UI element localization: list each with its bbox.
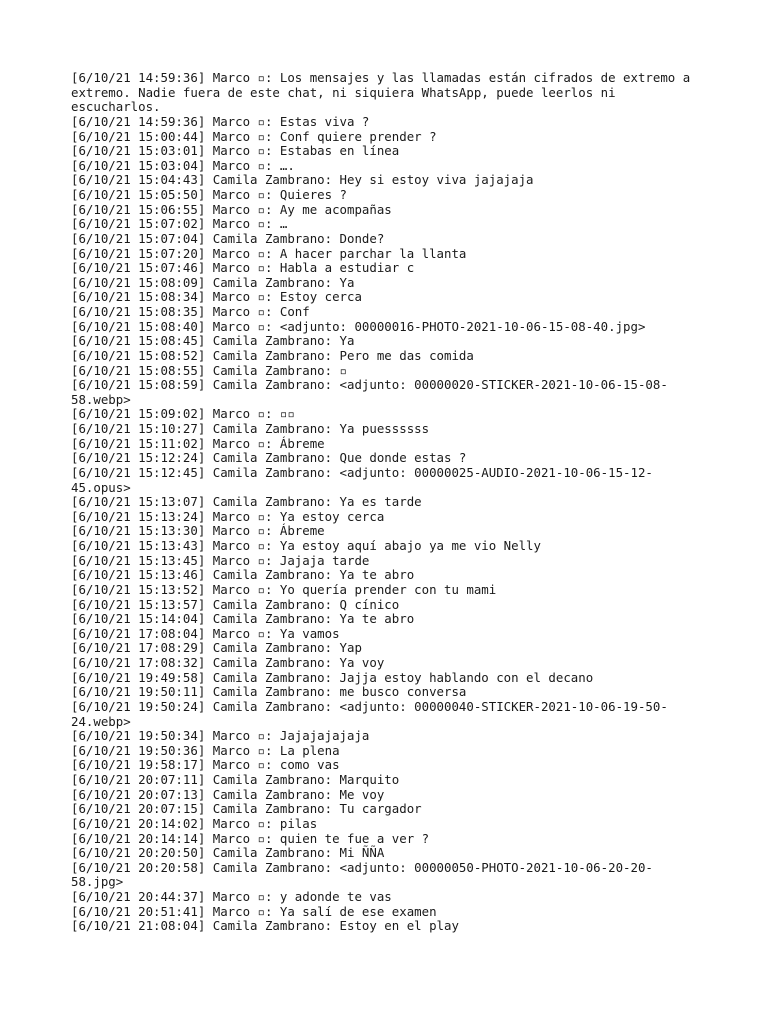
transcript-line: [6/10/21 15:05:50] Marco ▫: Quieres ?	[71, 187, 348, 202]
transcript-line: [6/10/21 20:20:50] Camila Zambrano: Mi ÑÑA	[71, 845, 385, 861]
transcript-line: extremo. Nadie fuera de este chat, ni siquiera WhatsApp, puede leerlos ni	[71, 84, 616, 100]
transcript-line: [6/10/21 20:07:13] Camila Zambrano: Me voy	[71, 786, 385, 802]
transcript-line: escucharlos.	[71, 99, 161, 115]
transcript-line: [6/10/21 20:07:11] Camila Zambrano: Marquito	[71, 772, 400, 787]
transcript-line: [6/10/21 15:13:46] Camila Zambrano: Ya te abro	[71, 567, 415, 583]
transcript-line: 24.webp>	[71, 713, 131, 729]
transcript-line: [6/10/21 15:00:44] Marco ▫: Conf quiere prender ?	[71, 128, 437, 144]
transcript-line: [6/10/21 15:13:24] Marco ▫: Ya estoy cerca	[71, 508, 385, 524]
transcript-line: [6/10/21 15:13:52] Marco ▫: Yo quería prender con tu mami	[71, 581, 497, 597]
transcript-line: [6/10/21 15:03:04] Marco ▫: ….	[71, 157, 295, 173]
transcript-line: [6/10/21 21:08:04] Camila Zambrano: Estoy en el play	[71, 918, 459, 934]
transcript-line: [6/10/21 19:50:24] Camila Zambrano: <adjunto: 00000040-STICKER-2021-10-06-19-50-	[71, 698, 668, 714]
transcript-line: [6/10/21 15:13:30] Marco ▫: Ábreme	[71, 523, 325, 539]
transcript-line: [6/10/21 15:12:45] Camila Zambrano: <adjunto: 00000025-AUDIO-2021-10-06-15-12-	[71, 464, 653, 480]
transcript-line: [6/10/21 15:08:09] Camila Zambrano: Ya	[71, 274, 355, 290]
transcript-line: [6/10/21 20:20:58] Camila Zambrano: <adjunto: 00000050-PHOTO-2021-10-06-20-20-	[71, 859, 653, 875]
transcript-line: [6/10/21 15:12:24] Camila Zambrano: Que donde estas ?	[71, 450, 467, 466]
transcript-line: [6/10/21 14:59:36] Marco ▫: Los mensajes y las llamadas están cifrados de extremo a	[71, 70, 691, 85]
transcript-line: [6/10/21 14:59:36] Marco ▫: Estas viva ?	[71, 113, 370, 129]
transcript-line: [6/10/21 15:13:57] Camila Zambrano: Q cínico	[71, 596, 400, 612]
transcript-line: [6/10/21 15:07:04] Camila Zambrano: Donde?	[71, 230, 385, 246]
transcript-line: [6/10/21 15:13:07] Camila Zambrano: Ya es tarde	[71, 494, 422, 510]
transcript-line: 58.jpg>	[71, 874, 124, 890]
transcript-line: [6/10/21 20:14:02] Marco ▫: pilas	[71, 815, 318, 831]
transcript-line: [6/10/21 20:44:37] Marco ▫: y adonde te vas	[71, 889, 392, 904]
transcript-line: [6/10/21 15:08:52] Camila Zambrano: Pero me das comida	[71, 347, 474, 363]
transcript-line: [6/10/21 20:14:14] Marco ▫: quien te fue a ver ?	[71, 830, 430, 846]
transcript-line: [6/10/21 15:07:46] Marco ▫: Habla a estudiar c	[71, 260, 415, 276]
transcript-line: [6/10/21 19:58:17] Marco ▫: como vas	[71, 757, 340, 773]
transcript-line: [6/10/21 15:11:02] Marco ▫: Ábreme	[71, 435, 325, 451]
transcript-line: [6/10/21 20:07:15] Camila Zambrano: Tu cargador	[71, 801, 422, 817]
transcript-line: [6/10/21 19:49:58] Camila Zambrano: Jajja estoy hablando con el decano	[71, 669, 594, 685]
transcript-line: [6/10/21 19:50:34] Marco ▫: Jajajajajaja	[71, 728, 370, 744]
transcript-line: [6/10/21 17:08:04] Marco ▫: Ya vamos	[71, 625, 340, 641]
transcript-line: [6/10/21 15:08:45] Camila Zambrano: Ya	[71, 333, 355, 349]
transcript-line: [6/10/21 15:08:35] Marco ▫: Conf	[71, 304, 310, 319]
transcript-line: 58.webp>	[71, 391, 131, 407]
transcript-line: [6/10/21 19:50:36] Marco ▫: La plena	[71, 742, 340, 758]
transcript-line: [6/10/21 15:08:34] Marco ▫: Estoy cerca	[71, 289, 362, 305]
transcript-line: [6/10/21 15:13:43] Marco ▫: Ya estoy aquí abajo ya me vio Nelly	[71, 538, 541, 553]
transcript-line: [6/10/21 15:14:04] Camila Zambrano: Ya te abro	[71, 611, 415, 627]
transcript-line: 45.opus>	[71, 479, 131, 495]
transcript-line: [6/10/21 15:08:59] Camila Zambrano: <adjunto: 00000020-STICKER-2021-10-06-15-08-	[71, 377, 668, 393]
transcript-line: [6/10/21 20:51:41] Marco ▫: Ya salí de ese examen	[71, 903, 437, 919]
transcript-line: [6/10/21 15:04:43] Camila Zambrano: Hey si estoy viva jajajaja	[71, 172, 534, 188]
transcript-line: [6/10/21 15:03:01] Marco ▫: Estabas en línea	[71, 143, 400, 159]
transcript-line: [6/10/21 15:08:40] Marco ▫: <adjunto: 00000016-PHOTO-2021-10-06-15-08-40.jpg>	[71, 318, 646, 334]
transcript-line: [6/10/21 15:07:20] Marco ▫: A hacer parchar la llanta	[71, 245, 467, 261]
transcript-line: [6/10/21 19:50:11] Camila Zambrano: me busco conversa	[71, 684, 467, 700]
chat-transcript	[71, 71, 711, 934]
transcript-line: [6/10/21 15:13:45] Marco ▫: Jajaja tarde	[71, 552, 370, 568]
transcript-line: [6/10/21 17:08:32] Camila Zambrano: Ya voy	[71, 655, 385, 670]
transcript-line: [6/10/21 15:10:27] Camila Zambrano: Ya puessssss	[71, 421, 430, 436]
transcript-line: [6/10/21 15:06:55] Marco ▫: Ay me acompañas	[71, 201, 392, 217]
transcript-line: [6/10/21 15:09:02] Marco ▫: ▫▫	[71, 406, 295, 422]
transcript-line: [6/10/21 15:08:55] Camila Zambrano: ▫	[71, 362, 348, 378]
transcript-line: [6/10/21 17:08:29] Camila Zambrano: Yap	[71, 640, 362, 656]
transcript-line: [6/10/21 15:07:02] Marco ▫: …	[71, 216, 288, 232]
